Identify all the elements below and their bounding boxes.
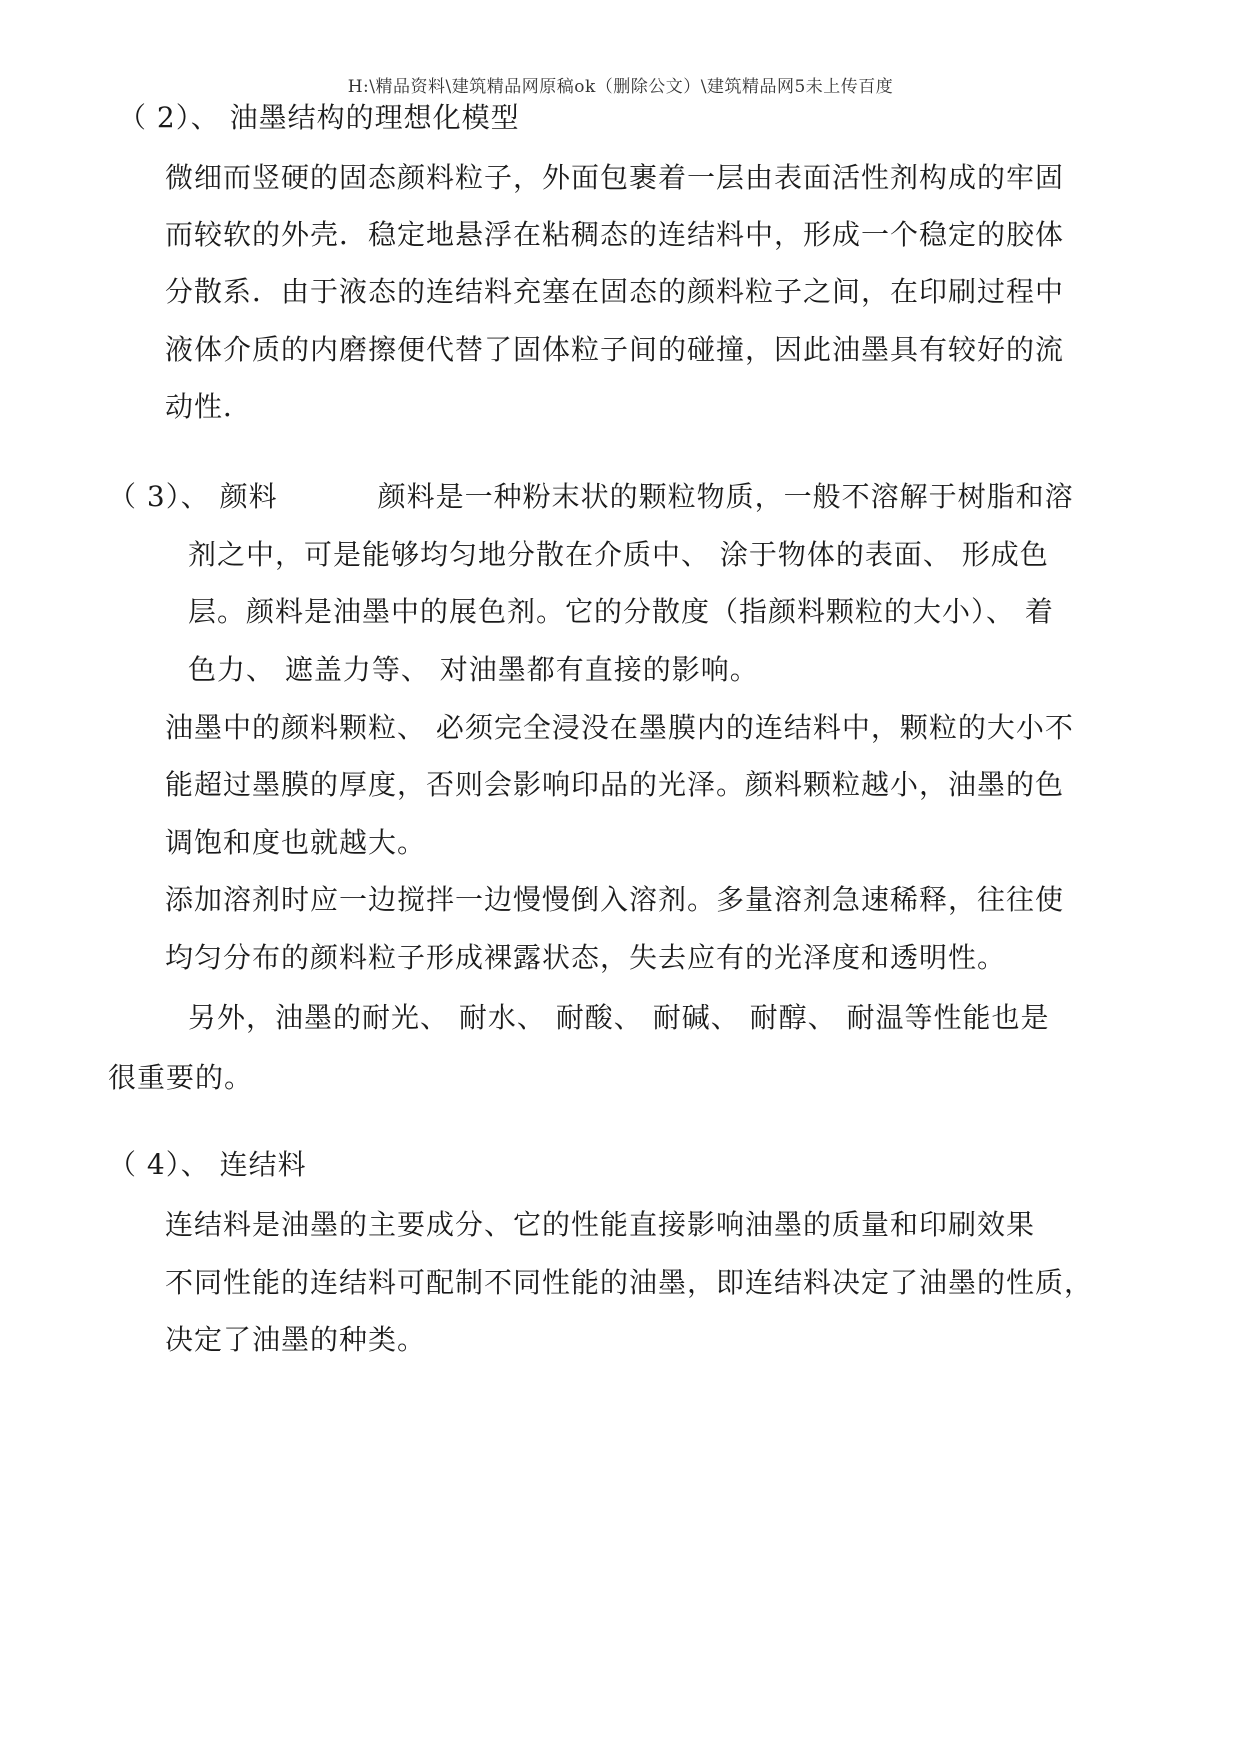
section-2-heading: （ 2）、 油墨结构的理想化模型 (118, 101, 520, 134)
section-3-para3-line: 均匀分布的颜料粒子形成裸露状态，失去应有的光泽度和透明性。 (165, 941, 1007, 974)
section-3-heading-text: 颜料是一种粉末状的颗粒物质，一般不溶解于树脂和溶 (377, 480, 1074, 513)
section-3-line: 剂之中，可是能够均匀地分散在介质中、 涂于物体的表面、 形成色 (188, 538, 1049, 571)
section-2-line: 分散系．由于液态的连结料充塞在固态的颜料粒子之间，在印刷过程中 (165, 275, 1065, 308)
section-3-para2-line: 油墨中的颜料颗粒、 必须完全浸没在墨膜内的连结料中，颗粒的大小不 (165, 711, 1074, 744)
file-path-header: H:\精品资料\建筑精品网原稿ok（删除公文）\建筑精品网5未上传百度 (347, 77, 894, 97)
section-2-line: 动性． (165, 390, 253, 423)
section-4-line: 连结料是油墨的主要成分、它的性能直接影响油墨的质量和印刷效果 (165, 1208, 1036, 1241)
section-4-line: 不同性能的连结料可配制不同性能的油墨，即连结料决定了油墨的性质， (165, 1266, 1094, 1299)
section-3-para2-line: 能超过墨膜的厚度，否则会影响印品的光泽。颜料颗粒越小，油墨的色 (165, 768, 1065, 801)
section-4-heading: （ 4）、 连结料 (108, 1148, 307, 1181)
section-3-para3-line: 添加溶剂时应一边搅拌一边慢慢倒入溶剂。多量溶剂急速稀释，往往使 (165, 883, 1065, 916)
section-3-heading (108, 477, 1074, 517)
section-2-line: 液体介质的内磨擦便代替了固体粒子间的碰撞，因此油墨具有较好的流 (165, 333, 1065, 366)
section-2-line: 而较软的外壳．稳定地悬浮在粘稠态的连结料中，形成一个稳定的胶体 (165, 218, 1065, 251)
section-3-line: 层。颜料是油墨中的展色剂。它的分散度（指颜料颗粒的大小）、 着 (188, 595, 1054, 628)
section-3-heading-number: （ 3）、 颜料 (108, 480, 278, 513)
section-3-para2-line: 调饱和度也就越大。 (165, 826, 427, 859)
section-3-para4-line: 很重要的。 (108, 1061, 254, 1094)
section-3-line: 色力、 遮盖力等、 对油墨都有直接的影响。 (188, 653, 759, 686)
section-3-para4-line: 另外，油墨的耐光、 耐水、 耐酸、 耐碱、 耐醇、 耐温等性能也是 (188, 1001, 1050, 1034)
section-2-line: 微细而竖硬的固态颜料粒子，外面包裹着一层由表面活性剂构成的牢固 (165, 161, 1065, 194)
section-4-line: 决定了油墨的种类。 (165, 1323, 427, 1356)
